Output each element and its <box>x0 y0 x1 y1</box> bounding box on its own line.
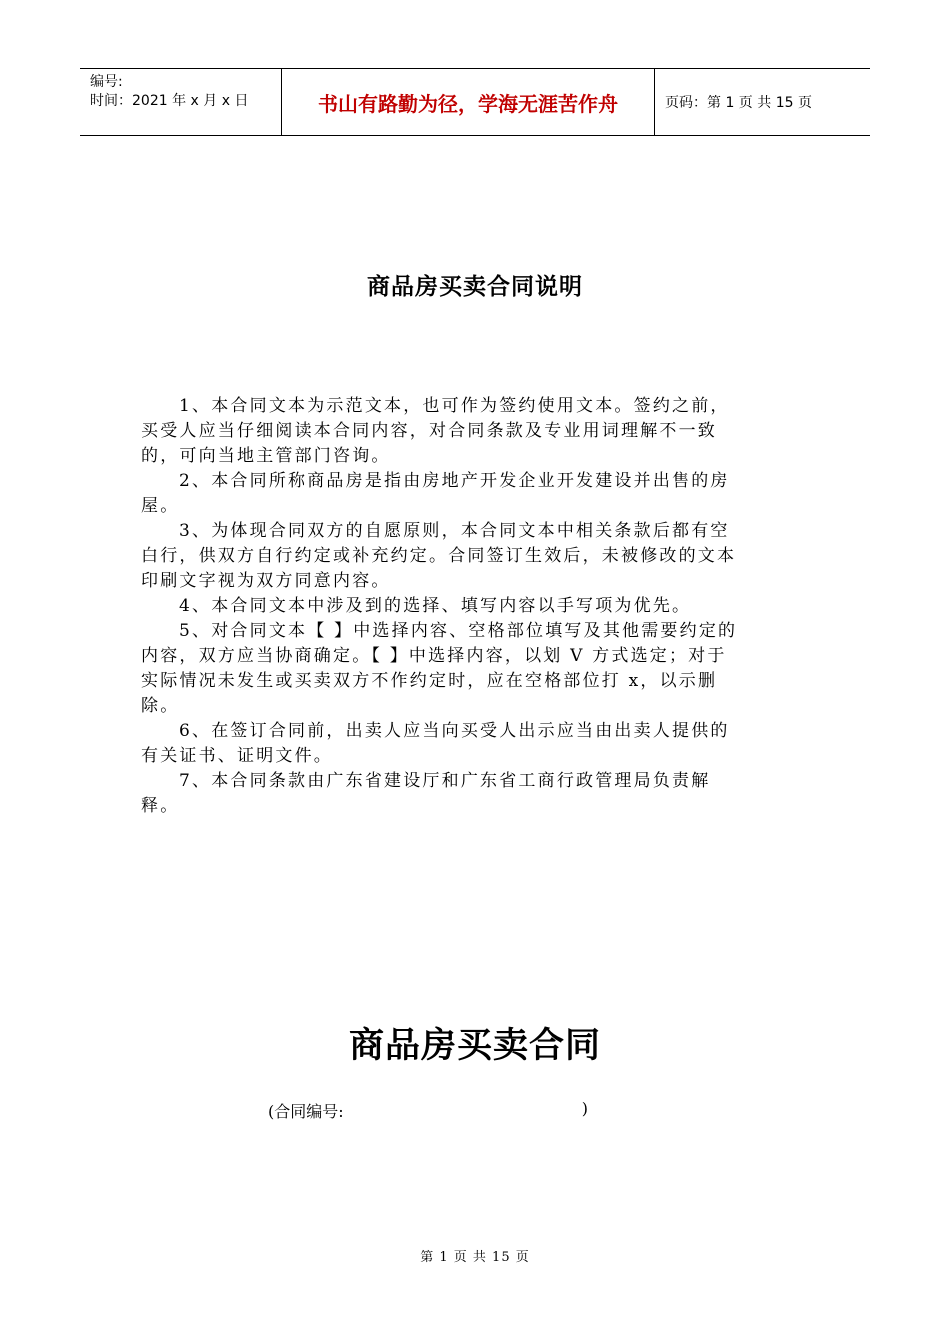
document-number-label: 编号: <box>90 74 123 90</box>
header-motto: 书山有路勤为径，学海无涯苦作舟 <box>281 69 655 135</box>
instruction-paragraph: 3、为体现合同双方的自愿原则，本合同文本中相关条款后都有空白行，供双方自行约定或补充约定。合同签订生效后，未被修改的文本印刷文字视为双方同意内容。 <box>141 521 737 591</box>
header-page-number: 页码：第 1 页 共 15 页 <box>665 95 812 111</box>
instruction-paragraph: 7、本合同条款由广东省建设厅和广东省工商行政管理局负责解释。 <box>141 771 711 816</box>
contract-number-label: (合同编号: <box>268 1102 344 1121</box>
contract-title: 商品房买卖合同 <box>348 1026 601 1066</box>
contract-number-close: ) <box>581 1099 588 1118</box>
instructions-title: 商品房买卖合同说明 <box>367 274 583 300</box>
instructions-body <box>141 394 745 819</box>
page-footer: 第 1 页 共 15 页 <box>420 1250 530 1265</box>
page-header <box>80 68 870 136</box>
instruction-paragraph: 1、本合同文本为示范文本，也可作为签约使用文本。签约之前，买受人应当仔细阅读本合同内容，对合同条款及专业用词理解不一致的，可向当地主管部门咨询。 <box>141 396 730 466</box>
instruction-paragraph: 5、对合同文本【 】中选择内容、空格部位填写及其他需要约定的内容，双方应当协商确定。【 】中选择内容，以划 V 方式选定；对于实际情况未发生或买卖双方不作约定时，应在空格部位打 x，以示删除。 <box>141 621 738 716</box>
header-left-cell <box>80 69 281 135</box>
instruction-paragraph: 4、本合同文本中涉及到的选择、填写内容以手写项为优先。 <box>179 596 692 616</box>
instruction-paragraph: 6、在签订合同前，出卖人应当向买受人出示应当由出卖人提供的有关证书、证明文件。 <box>141 721 730 766</box>
contract-number-line <box>268 1099 588 1122</box>
instruction-paragraph: 2、本合同所称商品房是指由房地产开发企业开发建设并出售的房屋。 <box>141 471 730 516</box>
document-date: 时间：2021 年 x 月 x 日 <box>90 93 249 109</box>
